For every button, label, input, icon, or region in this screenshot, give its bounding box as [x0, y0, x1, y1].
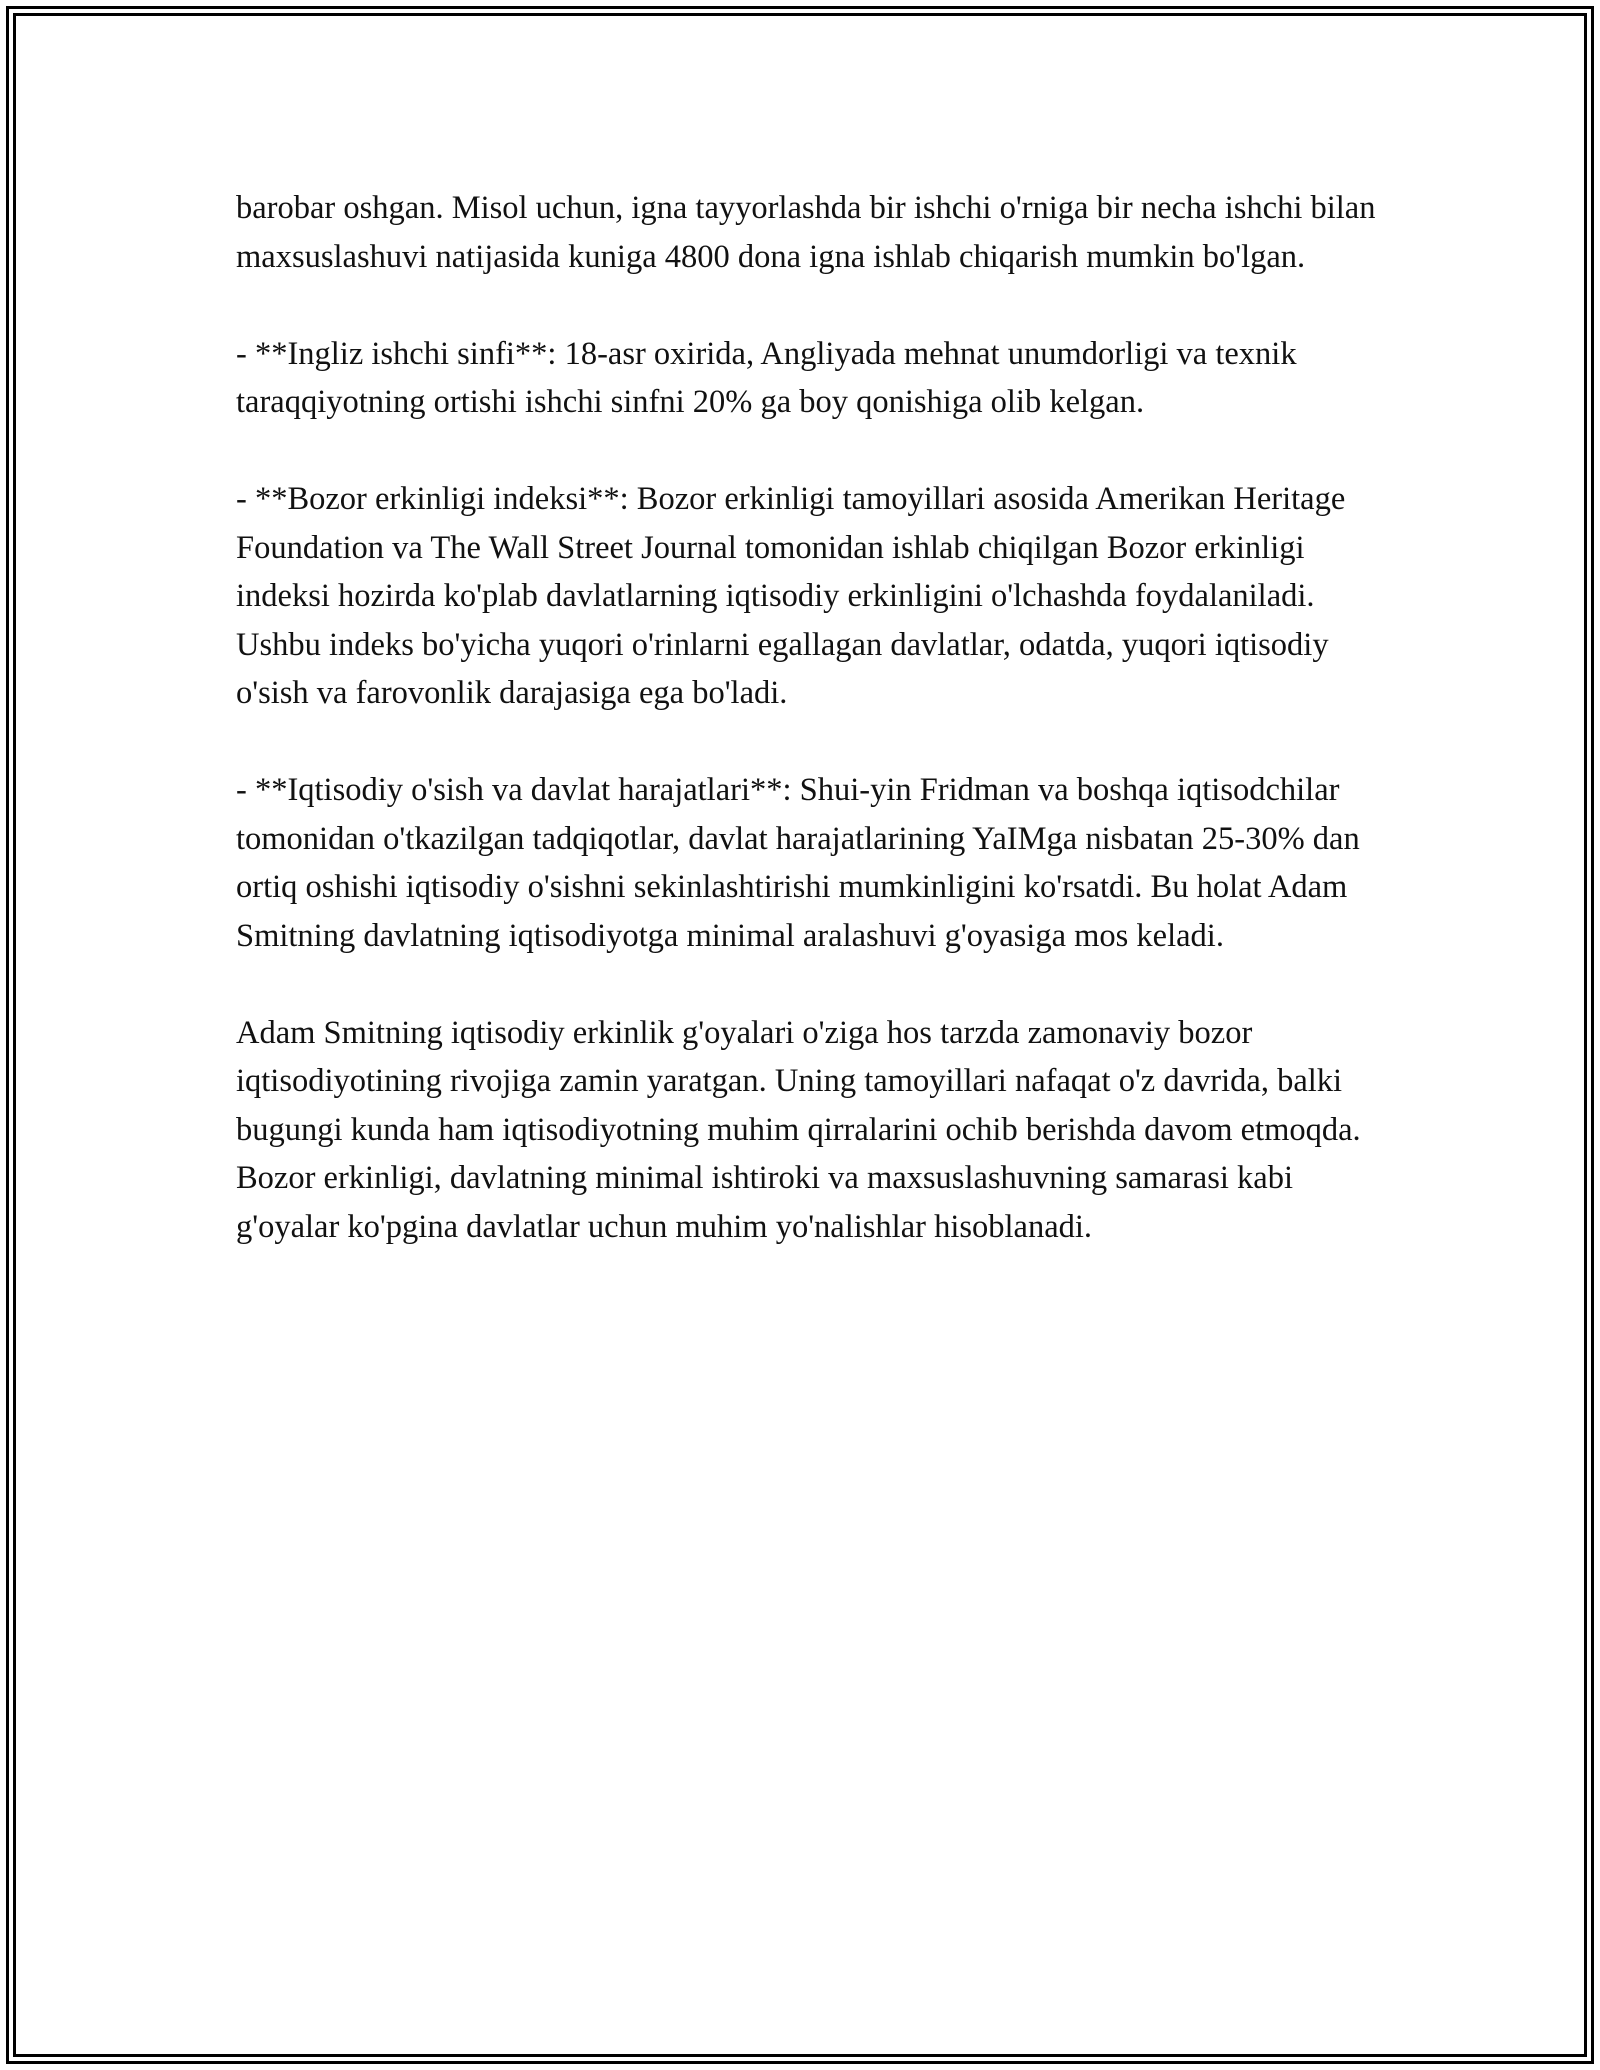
paragraph-conclusion: Adam Smitning iqtisodiy erkinlik g'oyalari o'ziga hos tarzda zamonaviy bozor iqtisodiyotining rivojiga zamin yaratgan. Uning tamoyillari nafaqat o'z davrida, balki bugungi kunda ham iqtisodiyotning muhim qirralarini ochib berishda davom etmoqda. Bozor erkinligi, davlatning minimal ishtiroki va maxsuslashuvning samarasi kabi g'oyalar ko'pgina davlatlar uchun muhim yo'nalishlar hisoblanadi.	[236, 1014, 1361, 1245]
paragraph-market-freedom-index: - **Bozor erkinligi indeksi**: Bozor erkinligi tamoyillari asosida Amerikan Heritage Foundation va The Wall Street Journal tomonidan ishlab chiqilgan Bozor erkinligi indeksi hozirda ko'plab davlatlarning iqtisodiy erkinligini o'lchashda foydalaniladi. Ushbu indeks bo'yicha yuqori o'rinlarni egallagan davlatlar, odatda, yuqori iqtisodiy o'sish va farovonlik darajasiga ega bo'ladi.	[236, 481, 1346, 711]
document-body	[236, 184, 1376, 1300]
paragraph-needle-example: barobar oshgan. Misol uchun, igna tayyorlashda bir ishchi o'rniga bir necha ishchi bilan maxsuslashuvi natijasida kuniga 4800 dona igna ishlab chiqarish mumkin bo'lgan.	[236, 190, 1376, 275]
paragraph-growth-and-spending: - **Iqtisodiy o'sish va davlat harajatlari**: Shui-yin Fridman va boshqa iqtisodchilar tomonidan o'tkazilgan tadqiqotlar, davlat harajatlarining YaIMga nisbatan 25-30% dan ortiq oshishi iqtisodiy o'sishni sekinlashtirishi mumkinligini ko'rsatdi. Bu holat Adam Smitning davlatning iqtisodiyotga minimal aralashuvi g'oyasiga mos keladi.	[236, 772, 1360, 954]
paragraph-english-working-class: - **Ingliz ishchi sinfi**: 18-asr oxirida, Angliyada mehnat unumdorligi va texnik taraqqiyotning ortishi ishchi sinfni 20% ga boy qonishiga olib kelgan.	[236, 335, 1297, 420]
